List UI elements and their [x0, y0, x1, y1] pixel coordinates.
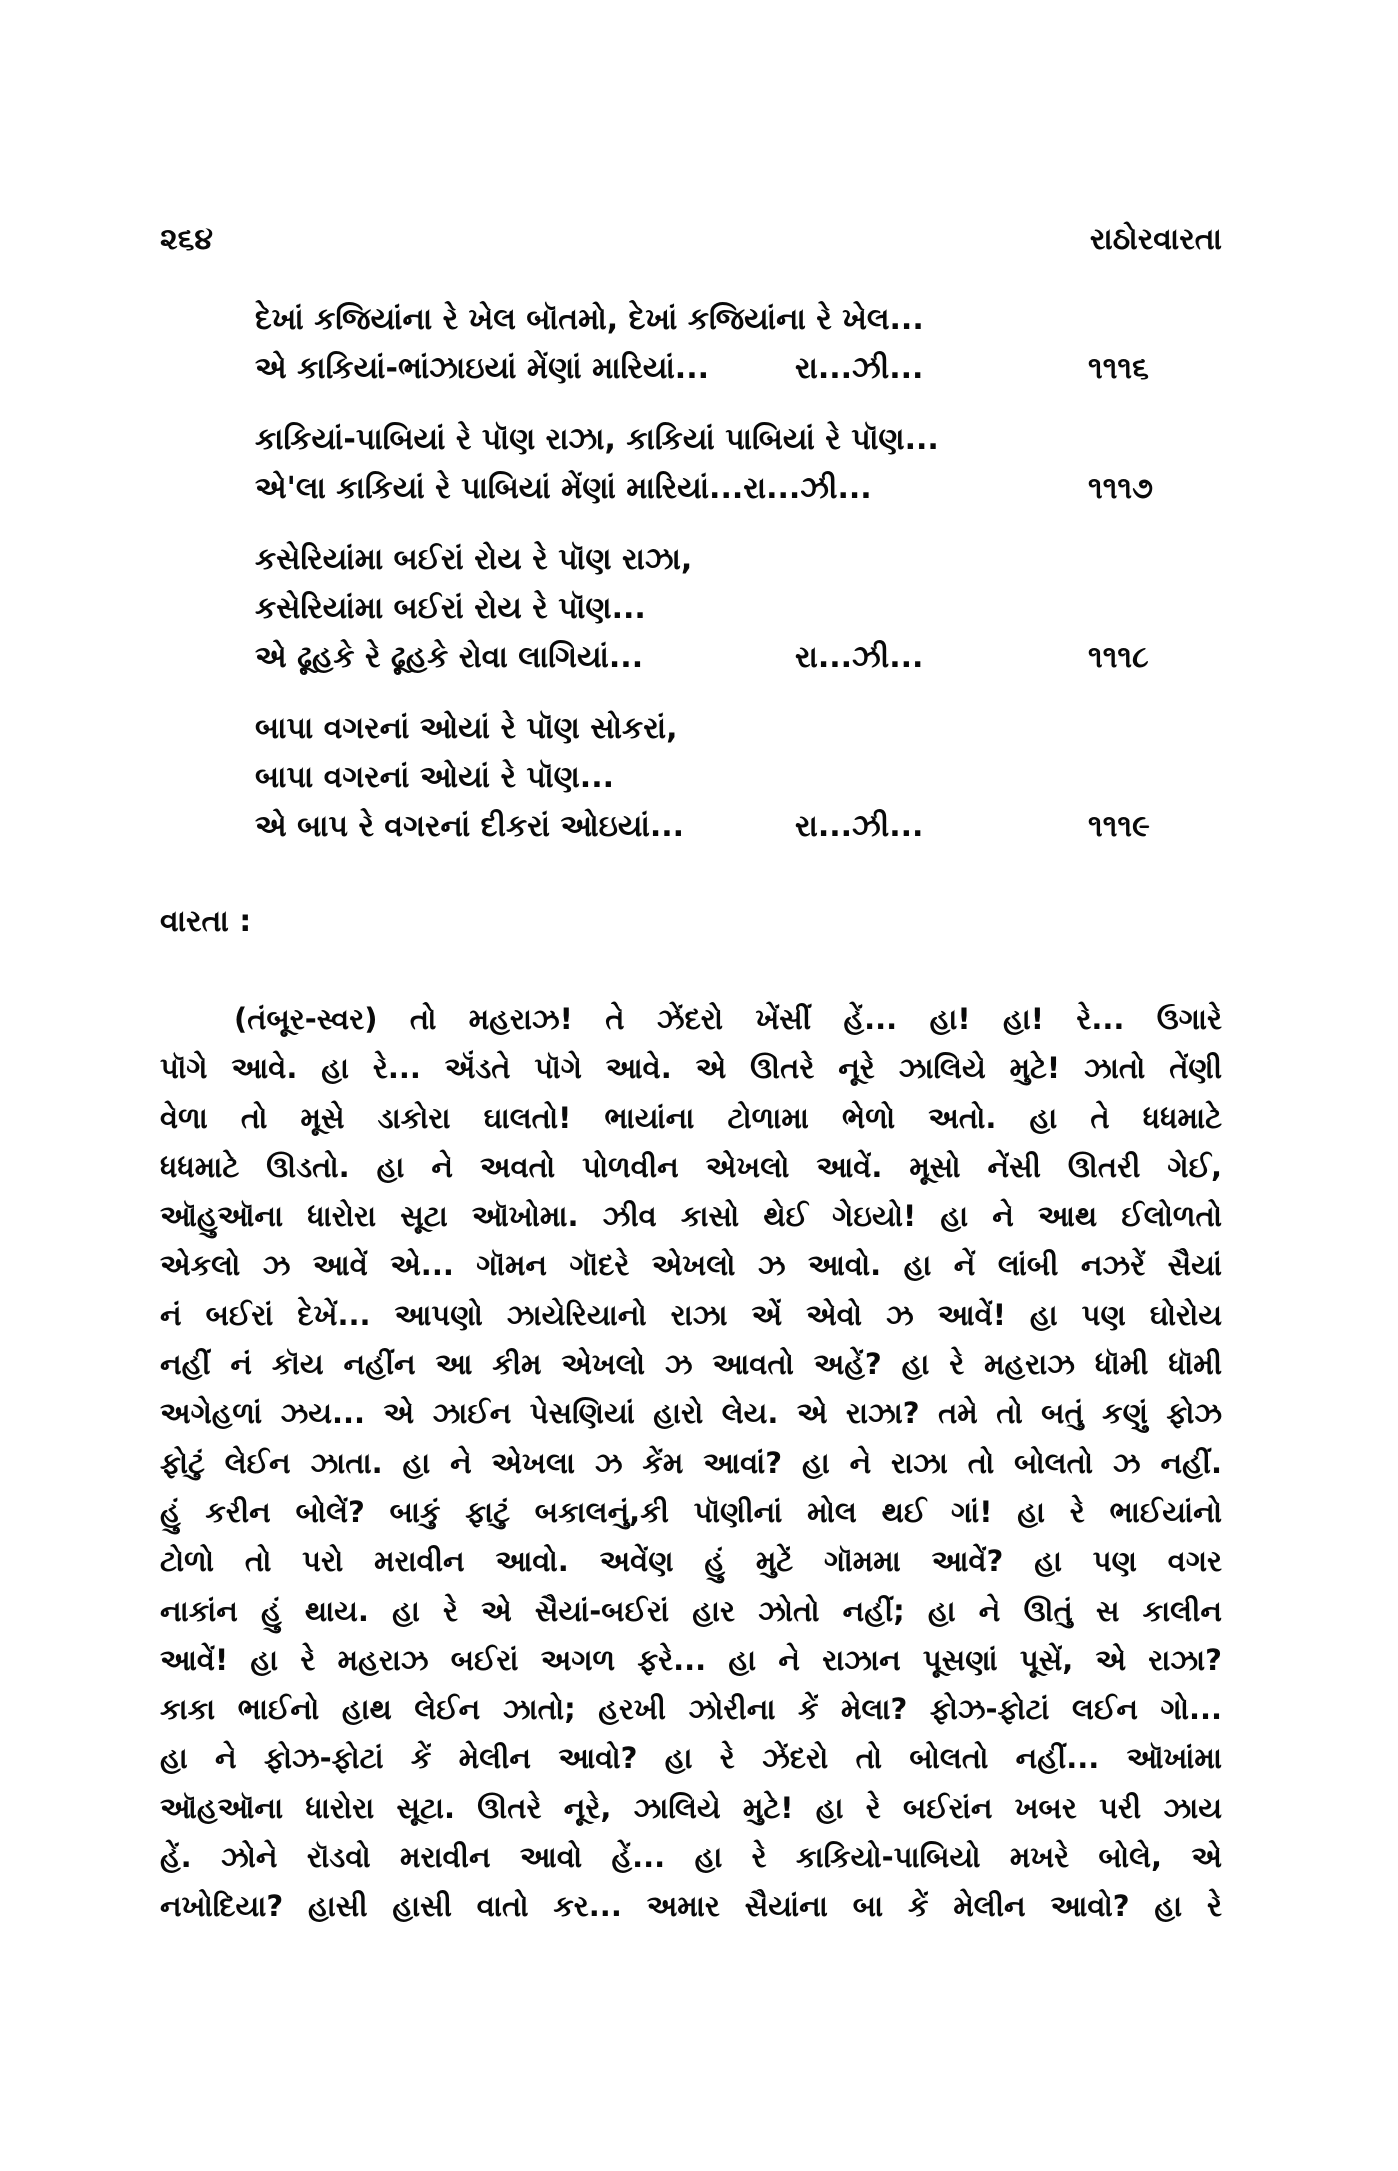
page-number: ૨૬૪: [160, 222, 214, 257]
verse-text: કસેરિયાંમા બઈરાં રોય રે પૉણ રાઝા,: [255, 542, 693, 577]
prose-section: [160, 995, 1222, 1932]
prose-line: વેળા તો મૂસે ડાકોરા ઘાલતો! ભાયાંના ટોળામા ભેળો અતો. હા તે ધધમાટે: [160, 1100, 1222, 1135]
verse-text: કસેરિયાંમા બઈરાં રોય રે પૉણ...: [255, 591, 646, 626]
verse-number: ૧૧૧૬: [1088, 351, 1149, 386]
verse-line: [0, 471, 1398, 520]
verse-line: [0, 809, 1398, 858]
prose-line: હા ને ફોઝ-ફોટાં કેં મેલીન આવો? હા રે ઝેંદરો તો બોલતો નહીં... ઑખાંમા: [160, 1741, 1222, 1776]
verse-text: એ ઢૂહકે રે ઢૂહકે રોવા લાગિયાં...: [255, 640, 644, 675]
verse-stanza: [0, 542, 1398, 689]
verse-line: [0, 760, 1398, 809]
verse-line: [0, 640, 1398, 689]
prose-line: કાકા ભાઈનો હાથ લેઈન ઝાતો; હરખી ઝોરીના કેં મેલા? ફોઝ-ફોટાં લઈન ગો...: [160, 1692, 1222, 1727]
verse-text: બાપા વગરનાં ઓયાં રે પૉણ સોકરાં,: [255, 711, 678, 746]
verse-stanza: [0, 302, 1398, 400]
prose-line: નં બઈરાં દેખેં... આપણો ઝાયેરિયાનો રાઝા એં એવો ઝ આવેં! હા પણ ઘોરોય: [160, 1297, 1222, 1332]
verse-number: ૧૧૧૯: [1088, 809, 1150, 844]
prose-line: ફોટું લેઈન ઝાતા. હા ને એખલા ઝ કેંમ આવાં? હા ને રાઝા તો બોલતો ઝ નહીં.: [160, 1445, 1222, 1480]
verse-refrain: રા...ઝી...: [795, 640, 924, 675]
prose-line: ઑહઑના ધારોરા સૂટા. ઊતરે નૂરે, ઝાલિયે મુટે! હા રે બઈરાંન ખબર પરી ઝાય: [160, 1790, 1222, 1825]
verse-refrain: રા...ઝી...: [795, 809, 924, 844]
section-heading: વારતા :: [160, 904, 252, 939]
prose-line: પૉગે આવે. હા રે... ઍંડતે પૉગે આવે. એ ઊતરે નૂરે ઝાલિયે મુટે! ઝાતો તેંણી: [160, 1051, 1222, 1086]
verse-line: [0, 542, 1398, 591]
verse-line: [0, 302, 1398, 351]
prose-line: આવેં! હા રે મહરાઝ બઈરાં અગળ ફરે... હા ને રાઝાન પૂસણાં પૂસેં, એ રાઝા?: [160, 1642, 1222, 1677]
verse-text: એ બાપ રે વગરનાં દીકરાં ઓઇયાં...: [255, 809, 685, 844]
prose-line: અગેહળાં ઝય... એ ઝાઈન પેસણિયાં હારો લેય. એ રાઝા? તમે તો બતું કણું ફોઝ: [160, 1396, 1222, 1431]
verse-line: [0, 591, 1398, 640]
prose-line: હેં. ઝોને રૉડવો મરાવીન આવો હેં... હા રે કાકિયો-પાબિયો મખરે બોલે, એ: [160, 1840, 1222, 1875]
prose-line: ટોળો તો પરો મરાવીન આવો. અવેંણ હું મુટેં ગૉમમા આવેં? હા પણ વગર: [160, 1544, 1222, 1579]
verse-number: ૧૧૧૭: [1088, 471, 1153, 506]
verse-text: બાપા વગરનાં ઓયાં રે પૉણ...: [255, 760, 614, 795]
verse-line: [0, 422, 1398, 471]
prose-line: નહીં નં કૉય નહીંન આ કીમ એખલો ઝ આવતો અહેં? હા રે મહરાઝ ધૉમી ધૉમી: [160, 1347, 1222, 1382]
verse-section: [0, 302, 1398, 880]
prose-line: એકલો ઝ આવેં એ... ગૉમન ગૉદરે એખલો ઝ આવો. હા નેં લાંબી નઝરેં સૈયાં: [160, 1248, 1222, 1283]
verse-text: દેખાં કજિયાંના રે ખેલ બૉતમો, દેખાં કજિયાંના રે ખેલ...: [255, 302, 924, 337]
verse-text: એ'લા કાકિયાં રે પાબિયાં મેંણાં મારિયાં...રા...ઝી...: [255, 471, 872, 506]
prose-line: ધધમાટે ઊડતો. હા ને અવતો પોળવીન એખલો આવેં. મૂસો નેંસી ઊતરી ગેઈ,: [160, 1149, 1222, 1184]
verse-stanza: [0, 422, 1398, 520]
verse-line: [0, 351, 1398, 400]
prose-line: (તંબૂર-સ્વર) તો મહરાઝ! તે ઝેંદરો ખેંસીં હેં... હા! હા! રે... ઉગારે: [234, 1002, 1222, 1036]
prose-line: નાકાંન હું થાય. હા રે એ સૈયાં-બઈરાં હાર ઝોતો નહીં; હા ને ઊતું સ કાલીન: [160, 1593, 1222, 1628]
page-header: [160, 222, 1222, 262]
verse-line: [0, 711, 1398, 760]
verse-text: કાકિયાં-પાબિયાં રે પૉણ રાઝા, કાકિયાં પાબિયાં રે પૉણ...: [255, 422, 939, 457]
verse-stanza: [0, 711, 1398, 858]
prose-line: હું કરીન બોલેં? બાકું ફાટું બકાલનું,કી પૉણીનાં મોલ થઈ ગાં! હા રે ભાઈયાંનો: [160, 1494, 1222, 1529]
prose-line: નખોદિયા? હાસી હાસી વાતો કર... અમાર સૈયાંના બા કેં મેલીન આવો? હા રે: [160, 1889, 1222, 1924]
prose-line: ઑહુઑના ધારોરા સૂટા ઑખોમા. ઝીવ કાસો થેઈ ગેઇયો! હા ને આથ ઈલોળતો: [160, 1199, 1222, 1234]
verse-refrain: રા...ઝી...: [795, 351, 924, 386]
running-title: રાઠોરવારતા: [1089, 222, 1222, 257]
verse-text: એ કાકિયાં-ભાંઝાઇયાં મેંણાં મારિયાં...: [255, 351, 709, 386]
verse-number: ૧૧૧૮: [1088, 640, 1149, 675]
